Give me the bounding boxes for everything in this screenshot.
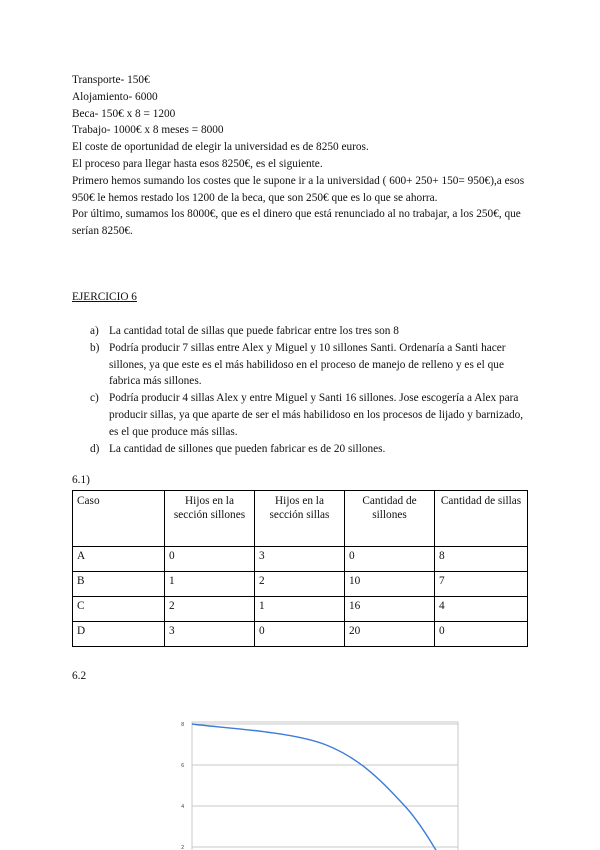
list-marker: b) [90,341,100,354]
list-item-text: Podría producir 4 sillas Alex y entre Miguel y Santi 16 sillones. Jose escogería a Alex para producir sillas, ya que aparte de ser el más habilidoso en los procesos de lijado y barnizado, es el que produce más sillas. [109,392,524,438]
table-cell: 1 [255,597,345,622]
chart-plot-frame [192,722,458,850]
list-item [90,441,530,458]
table-cell: 2 [165,597,255,622]
list-item [90,390,530,440]
list-marker: a) [90,325,99,337]
column-header: Hijos en la sección sillas [255,491,345,547]
list-item [90,340,530,390]
table-cell: 16 [345,597,435,622]
table-cell: 3 [255,547,345,572]
intro-line: Beca- 150€ x 8 = 1200 [72,107,176,120]
intro-line: Transporte- 150€ [72,74,150,86]
table-cell: 0 [435,622,528,647]
intro-text [72,72,532,240]
table-cell: B [73,572,165,597]
table-cell: 20 [345,622,435,647]
table-row [73,597,528,622]
intro-line: El proceso para llegar hasta esos 8250€, es el siguiente. [72,157,323,170]
list-item [90,323,530,340]
column-header: Cantidad de sillas [435,491,528,547]
list-marker: d) [90,442,100,455]
table-cell: 0 [165,547,255,572]
exercise-heading: EJERCICIO 6 [72,291,137,303]
table-cell: 0 [345,547,435,572]
table-cell: 1 [165,572,255,597]
table-cell: 2 [255,572,345,597]
table-row [73,572,528,597]
column-header: Hijos en la sección sillones [165,491,255,547]
production-table [72,490,528,647]
table-cell: C [73,597,165,622]
table-label: 6.1) [72,474,90,486]
table-cell: A [73,547,165,572]
table-header-row [73,491,528,547]
list-marker: c) [90,392,99,405]
chart-series-line [192,724,458,850]
intro-line: Alojamiento- 6000 [72,90,158,103]
answer-list [90,323,530,457]
table-cell: 3 [165,622,255,647]
table-cell: 7 [435,572,528,597]
production-possibility-chart [170,710,480,850]
intro-line: El coste de oportunidad de elegir la universidad es de 8250 euros. [72,141,369,154]
y-tick-label: 6 [181,763,184,769]
table-cell: 0 [255,622,345,647]
table-cell: D [73,622,165,647]
table-cell: 8 [435,547,528,572]
chart-label: 6.2 [72,670,87,682]
list-item-text: Podría producir 7 sillas entre Alex y Miguel y 10 sillones Santi. Ordenaría a Santi hacer sillones, ya que este es el más habilidoso en el proceso de manejo de relleno y es el que fabrica más sillones. [109,341,506,388]
table-cell: 10 [345,572,435,597]
y-tick-label: 8 [181,722,184,728]
list-item-text: La cantidad de sillones que pueden fabricar es de 20 sillones. [109,442,386,455]
table-row [73,547,528,572]
intro-line: Trabajo- 1000€ x 8 meses = 8000 [72,124,224,137]
intro-paragraph: Primero hemos sumando los costes que le supone ir a la universidad ( 600+ 250+ 150= 950€),a esos 950€ le hemos restado los 1200 de la beca, que son 250€ que es lo que se ahorra. [72,174,525,204]
column-header: Cantidad de sillones [345,491,435,547]
table-row [73,622,528,647]
intro-paragraph: Por último, sumamos los 8000€, que es el dinero que está renunciado al no trabajar, a los 250€, que serían 8250€. [72,208,521,238]
list-item-text: La cantidad total de sillas que puede fabricar entre los tres son 8 [109,325,399,337]
y-tick-label: 4 [181,804,184,810]
y-tick-label: 2 [181,845,184,850]
table-cell: 4 [435,597,528,622]
column-header: Caso [73,491,165,547]
